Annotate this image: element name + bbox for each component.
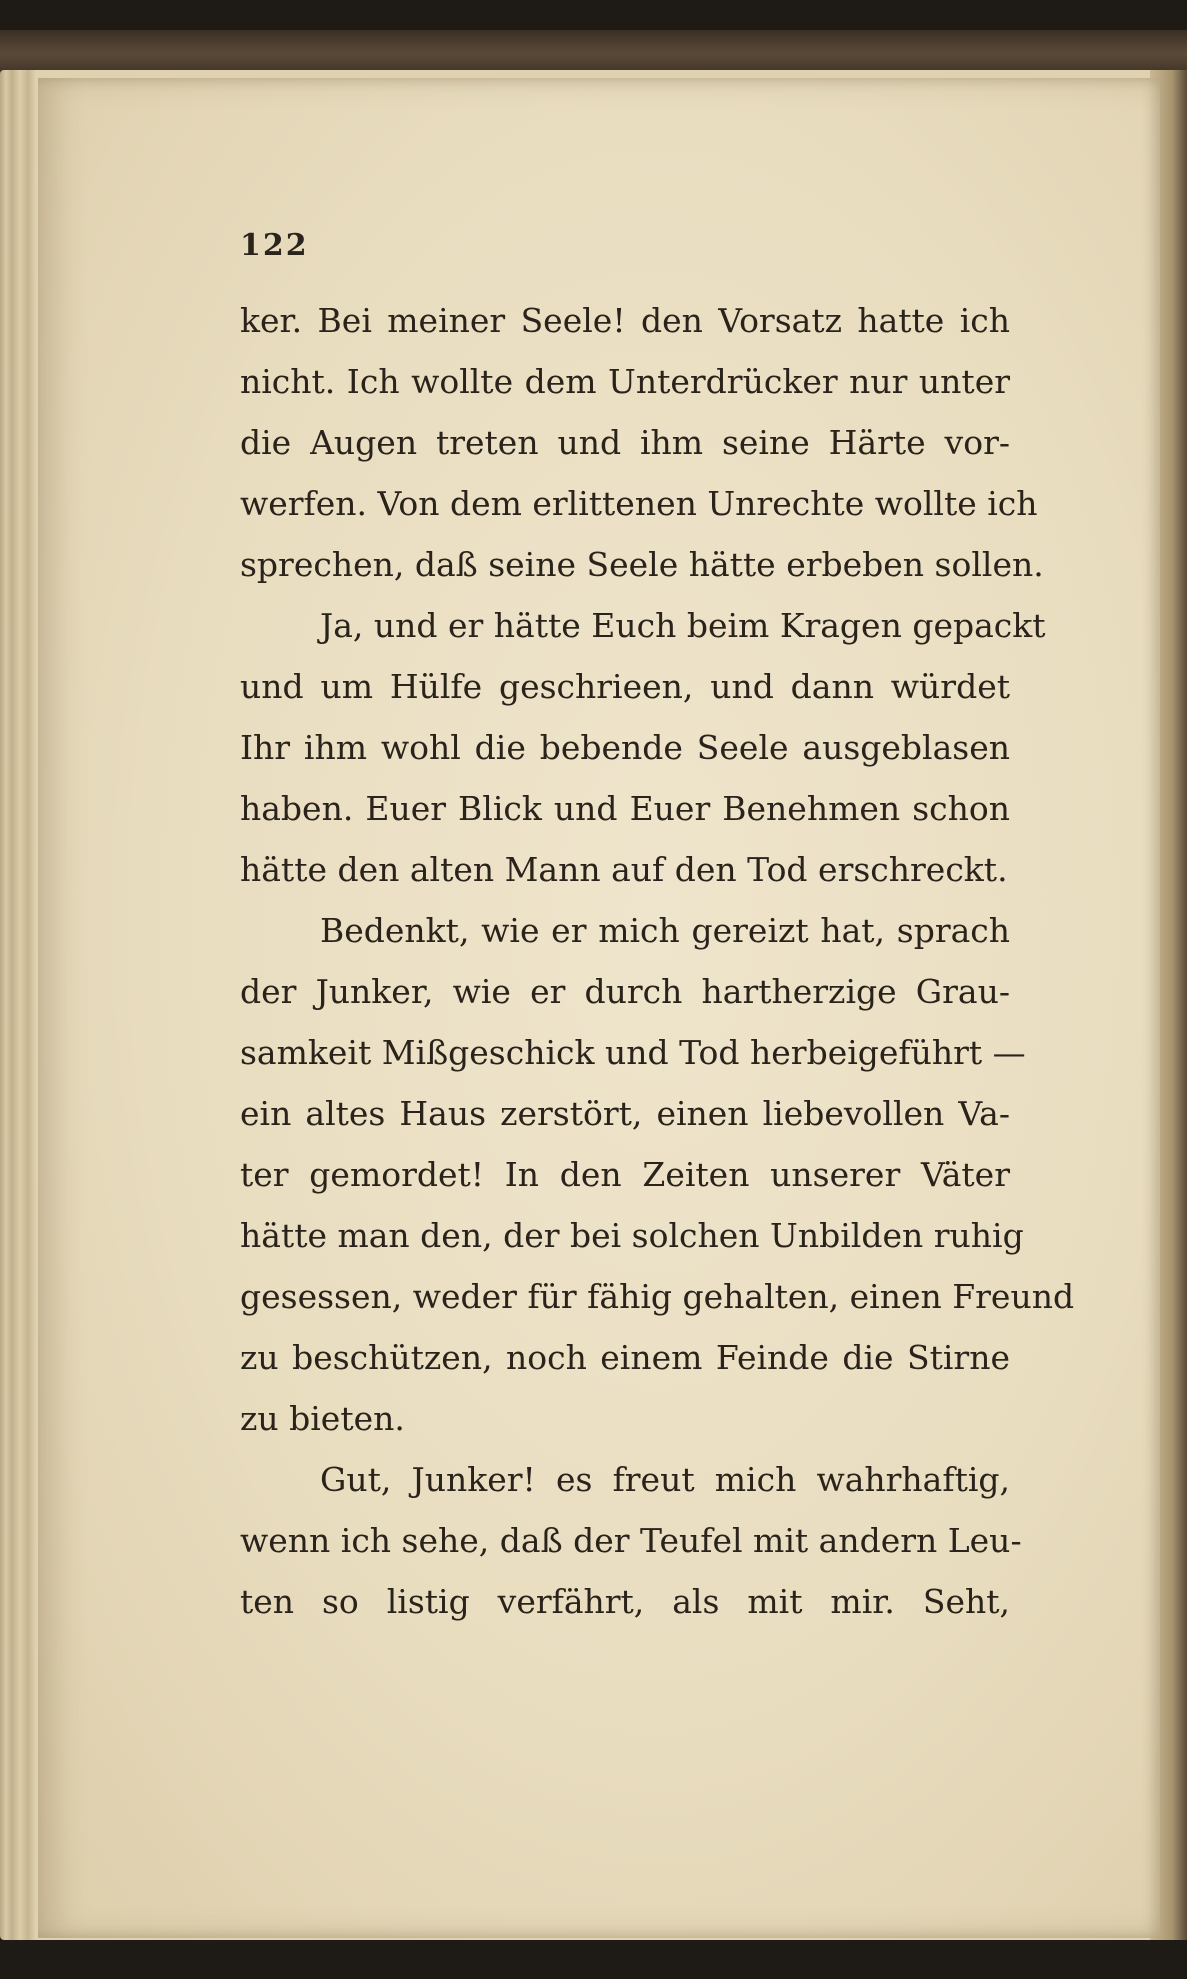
page-text-block (240, 290, 1075, 1632)
text-line: nicht. Ich wollte dem Unterdrücker nur unter (240, 362, 1010, 401)
text-line: der Junker, wie er durch hartherzige Grau- (240, 972, 1010, 1011)
text-line: und um Hülfe geschrieen, und dann würdet (240, 667, 1010, 706)
text-line: wenn ich sehe, daß der Teufel mit andern Leu- (240, 1521, 1022, 1560)
text-line: werfen. Von dem erlittenen Unrechte wollte ich (240, 484, 1038, 523)
text-line: sprechen, daß seine Seele hätte erbeben sollen. (240, 545, 1044, 584)
text-line: die Augen treten und ihm seine Härte vor- (240, 423, 1010, 462)
text-line: ein altes Haus zerstört, einen liebevollen Va- (240, 1094, 1010, 1133)
text-line: ten so listig verfährt, als mit mir. Seht, (240, 1582, 1010, 1621)
text-line: samkeit Mißgeschick und Tod herbeigeführt — (240, 1033, 1026, 1072)
text-line: zu bieten. (240, 1399, 405, 1438)
text-line: ter gemordet! In den Zeiten unserer Väter (240, 1155, 1010, 1194)
text-line: Bedenkt, wie er mich gereizt hat, sprach (320, 911, 1010, 950)
text-line: gesessen, weder für fähig gehalten, einen Freund (240, 1277, 1075, 1316)
text-line: zu beschützen, noch einem Feinde die Stirne (240, 1338, 1010, 1377)
page-number: 122 (240, 228, 309, 263)
text-line: Gut, Junker! es freut mich wahrhaftig, (320, 1460, 1010, 1499)
text-line: hätte man den, der bei solchen Unbilden ruhig (240, 1216, 1024, 1255)
text-line: haben. Euer Blick und Euer Benehmen schon (240, 789, 1010, 828)
text-line: Ihr ihm wohl die bebende Seele ausgeblasen (240, 728, 1010, 767)
text-line: ker. Bei meiner Seele! den Vorsatz hatte ich (240, 301, 1010, 340)
text-line: hätte den alten Mann auf den Tod erschreckt. (240, 850, 1008, 889)
text-line: Ja, und er hätte Euch beim Kragen gepackt (320, 606, 1046, 645)
